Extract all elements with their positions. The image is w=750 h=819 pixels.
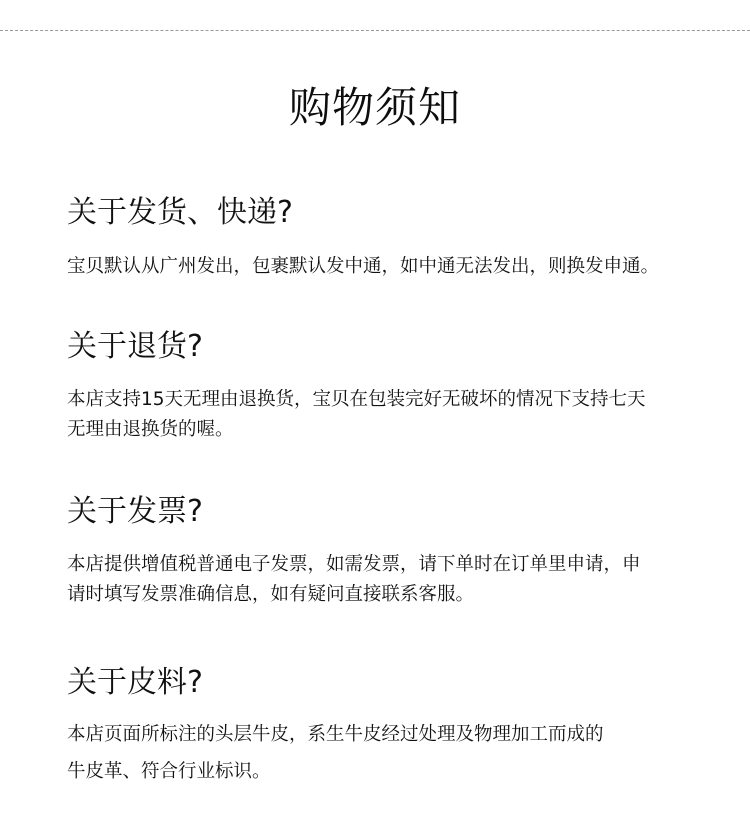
page-title: 购物须知 bbox=[288, 83, 461, 132]
section-body-line: 请时填写发票准确信息，如有疑问直接联系客服。 bbox=[67, 584, 475, 605]
section-body-line: 无理由退换货的喔。 bbox=[67, 419, 234, 440]
section-body-line: 牛皮革、符合行业标识。 bbox=[67, 761, 271, 782]
section-body-invoice bbox=[67, 550, 717, 610]
section-heading-shipping: 关于发货、快递? bbox=[67, 195, 293, 230]
section-body-line: 本店提供增值税普通电子发票，如需发票，请下单时在订单里申请，申 bbox=[67, 554, 641, 575]
section-body-line: 本店页面所标注的头层牛皮，系生牛皮经过处理及物理加工而成的 bbox=[67, 724, 604, 745]
section-heading-invoice: 关于发票? bbox=[67, 494, 203, 529]
section-heading-leather: 关于皮料? bbox=[67, 665, 203, 700]
section-body-returns bbox=[67, 385, 717, 445]
section-body-line: 宝贝默认从广州发出，包裹默认发中通，如中通无法发出，则换发申通。 bbox=[67, 256, 660, 277]
section-body-line: 本店支持15天无理由退换货，宝贝在包装完好无破坏的情况下支持七天 bbox=[67, 389, 646, 410]
top-dashed-divider bbox=[0, 30, 750, 31]
section-body-leather bbox=[67, 716, 717, 790]
section-body-shipping bbox=[67, 252, 717, 282]
section-heading-returns: 关于退货? bbox=[67, 329, 203, 364]
